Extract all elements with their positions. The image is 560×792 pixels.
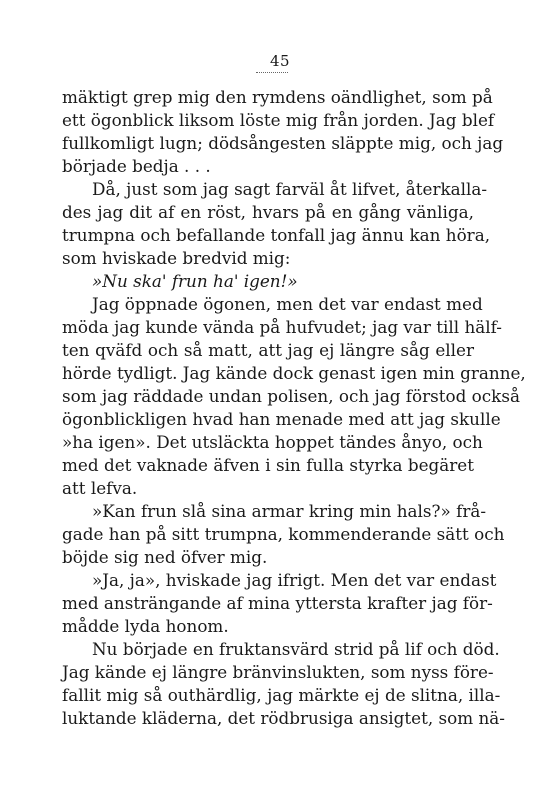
text-line: »Ja, ja», hviskade jag ifrigt. Men det var endast	[92, 570, 497, 590]
text-line: mådde lyda honom.	[62, 616, 229, 636]
text-line: Då, just som jag sagt farväl åt lifvet, återkalla-	[92, 179, 488, 199]
text-line: »Nu ska' frun ha' igen!»	[92, 271, 298, 291]
body-text	[62, 86, 526, 730]
text-line: fallit mig så outhärdlig, jag märkte ej de slitna, illa-	[62, 685, 501, 705]
text-line: mäktigt grep mig den rymdens oändlighet, som på	[62, 87, 493, 107]
text-line: som hviskade bredvid mig:	[62, 248, 291, 268]
text-line: möda jag kunde vända på hufvudet; jag var till hälf-	[62, 317, 502, 337]
text-line: ett ögonblick liksom löste mig från jorden. Jag blef	[62, 110, 495, 130]
text-line: ögonblickligen hvad han menade med att jag skulle	[62, 409, 501, 429]
text-line: böjde sig ned öfver mig.	[62, 547, 268, 567]
text-line: gade han på sitt trumpna, kommenderande sätt och	[62, 524, 505, 544]
text-line: började bedja . . .	[62, 156, 211, 176]
text-line: Nu började en fruktansvärd strid på lif och död.	[92, 639, 500, 659]
text-line: med ansträngande af mina yttersta krafter jag för-	[62, 593, 493, 613]
text-line: »ha igen». Det utsläckta hoppet tändes ånyo, och	[62, 432, 483, 452]
text-line: trumpna och befallande tonfall jag ännu kan höra,	[62, 225, 491, 245]
text-line: Jag kände ej längre bränvinslukten, som nyss före-	[62, 662, 494, 682]
text-line: »Kan frun slå sina armar kring min hals?» frå-	[92, 501, 487, 521]
page-number: 45	[269, 52, 291, 70]
text-line: som jag räddade undan polisen, och jag förstod också	[62, 386, 520, 406]
text-line: ten qväfd och så matt, att jag ej längre såg eller	[62, 340, 474, 360]
text-line: fullkomligt lugn; dödsångesten släppte mig, och jag	[62, 133, 504, 153]
text-line: des jag dit af en röst, hvars på en gång vänliga,	[62, 202, 474, 222]
text-line: luktande kläderna, det rödbrusiga ansigtet, som nä-	[62, 708, 505, 728]
page-number-rule	[256, 72, 288, 73]
text-line: med det vaknade äfven i sin fulla styrka begäret	[62, 455, 474, 475]
text-line: att lefva.	[62, 478, 138, 498]
text-line: Jag öppnade ögonen, men det var endast med	[92, 294, 483, 314]
text-line: hörde tydligt. Jag kände dock genast igen min granne,	[62, 363, 526, 383]
